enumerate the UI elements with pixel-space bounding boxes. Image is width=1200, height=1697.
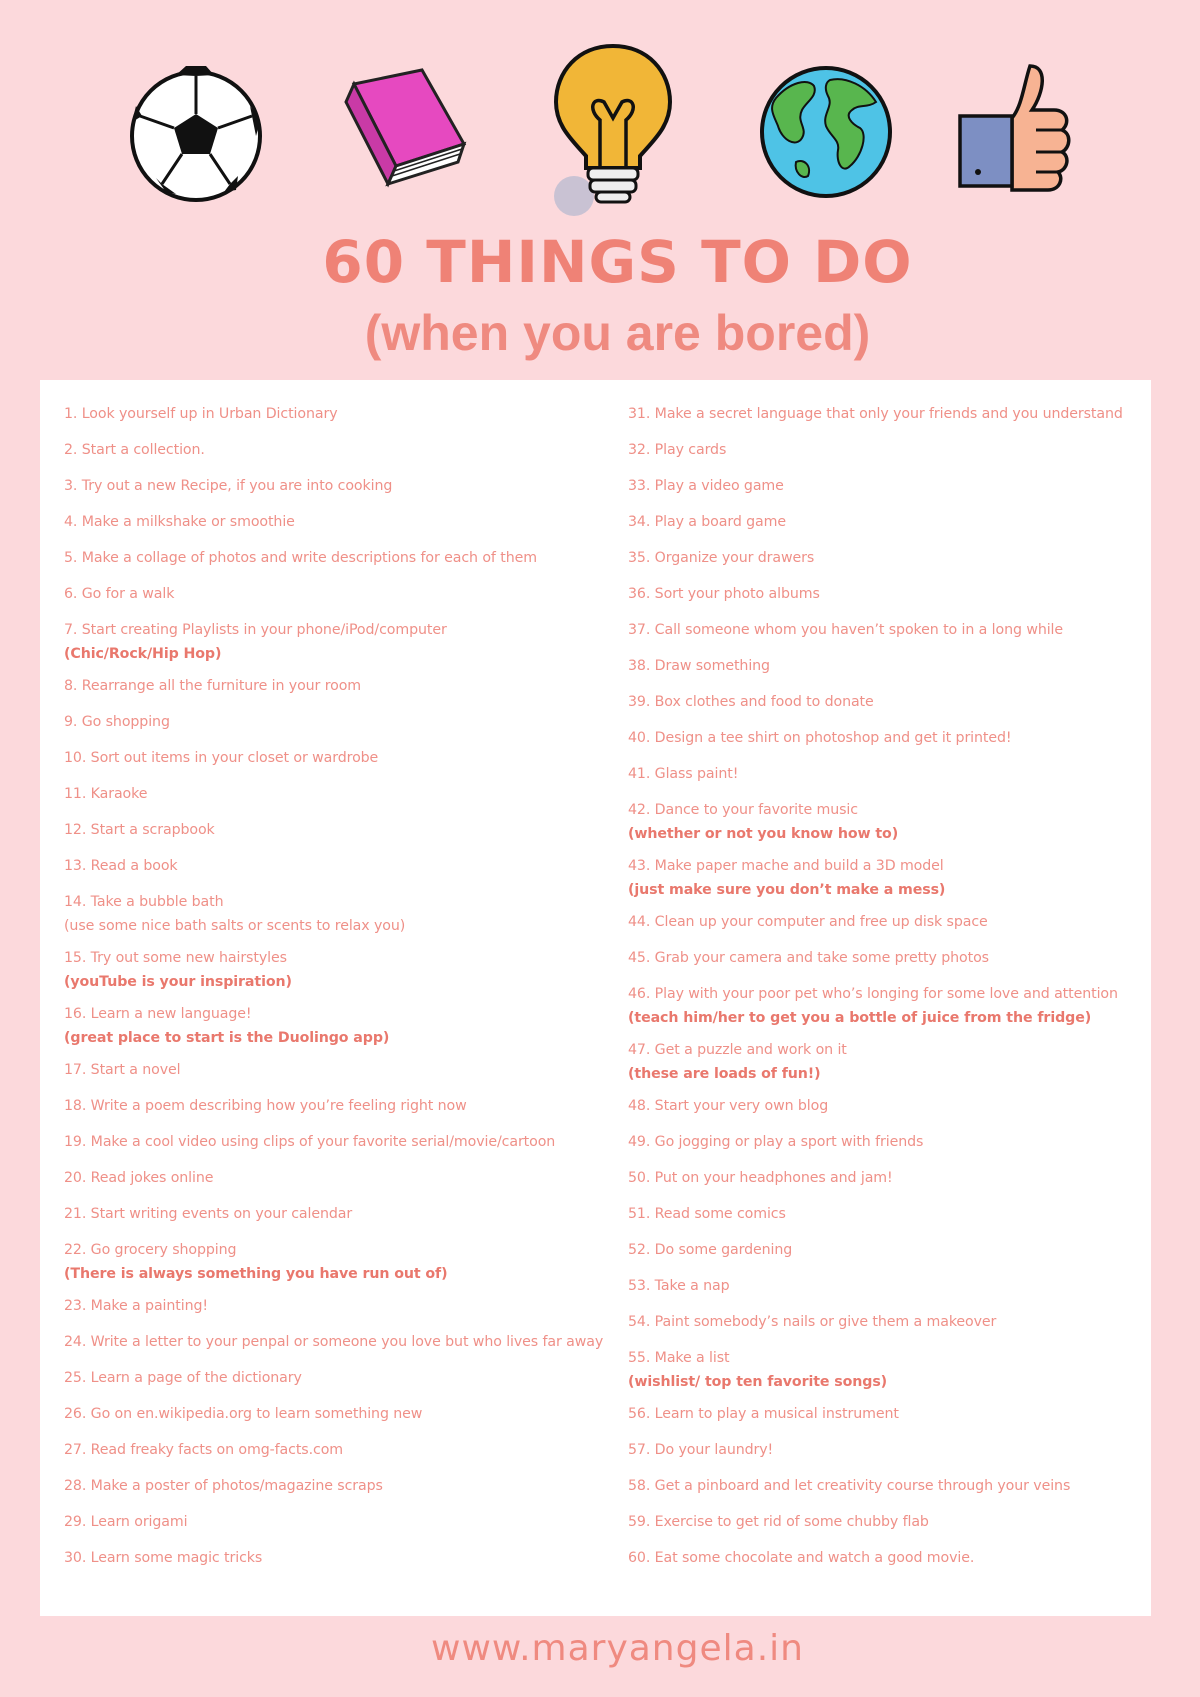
list-item-text: 8. Rearrange all the furniture in your room: [64, 678, 361, 694]
list-item-text: 11. Karaoke: [64, 786, 148, 802]
list-item: [628, 1402, 1138, 1426]
list-item-text: 22. Go grocery shopping: [64, 1242, 237, 1258]
list-item-text: 9. Go shopping: [64, 714, 170, 730]
list-item: [628, 1346, 1138, 1394]
list-item-text: 23. Make a painting!: [64, 1298, 208, 1314]
list-item-text: 49. Go jogging or play a sport with friends: [628, 1134, 924, 1150]
list-item: [64, 618, 604, 666]
list-item-text: 26. Go on en.wikipedia.org to learn something new: [64, 1406, 423, 1422]
list-item-text: 32. Play cards: [628, 442, 727, 458]
list-item: [64, 946, 604, 994]
list-item-text: 25. Learn a page of the dictionary: [64, 1370, 302, 1386]
list-item-text: 41. Glass paint!: [628, 766, 739, 782]
list-item-text: 4. Make a milkshake or smoothie: [64, 514, 295, 530]
list-item-text: 50. Put on your headphones and jam!: [628, 1170, 893, 1186]
list-item-text: 54. Paint somebody’s nails or give them a makeover: [628, 1314, 997, 1330]
list-item-text: 60. Eat some chocolate and watch a good movie.: [628, 1550, 975, 1566]
list-item-text: 18. Write a poem describing how you’re feeling right now: [64, 1098, 467, 1114]
list-item: [64, 1058, 604, 1082]
list-item: [628, 1130, 1138, 1154]
list-item: [628, 1038, 1138, 1086]
list-item: [64, 1474, 604, 1498]
list-card: [40, 380, 1151, 1616]
footer-url: www.maryangela.in: [431, 1628, 804, 1669]
list-item-text: 5. Make a collage of photos and write descriptions for each of them: [64, 550, 537, 566]
list-item-text: 6. Go for a walk: [64, 586, 175, 602]
thumbs-up-icon: [952, 62, 1092, 202]
list-item: [64, 1202, 604, 1226]
list-item: [64, 746, 604, 770]
list-item: [628, 618, 1138, 642]
list-item: [64, 782, 604, 806]
list-item-text: 30. Learn some magic tricks: [64, 1550, 263, 1566]
list-item-text: 7. Start creating Playlists in your phone/iPod/computer: [64, 622, 447, 638]
header-illustrations: [0, 0, 1200, 225]
list-item-text: 13. Read a book: [64, 858, 178, 874]
list-item-text: 44. Clean up your computer and free up disk space: [628, 914, 988, 930]
list-item-text: 59. Exercise to get rid of some chubby flab: [628, 1514, 929, 1530]
list-item-note: (There is always something you have run out of): [64, 1266, 448, 1282]
list-item: [628, 690, 1138, 714]
list-item: [628, 474, 1138, 498]
list-item-text: 19. Make a cool video using clips of your favorite serial/movie/cartoon: [64, 1134, 556, 1150]
list-item: [628, 1238, 1138, 1262]
list-item-text: 33. Play a video game: [628, 478, 784, 494]
list-item: [628, 1546, 1138, 1570]
page-subtitle: (when you are bored): [364, 305, 871, 361]
list-item: [64, 546, 604, 570]
list-item: [64, 710, 604, 734]
list-item-text: 36. Sort your photo albums: [628, 586, 820, 602]
list-item: [628, 854, 1138, 902]
list-item-text: 35. Organize your drawers: [628, 550, 815, 566]
list-item-text: 3. Try out a new Recipe, if you are into cooking: [64, 478, 393, 494]
list-item-text: 17. Start a novel: [64, 1062, 181, 1078]
list-item-note: (just make sure you don’t make a mess): [628, 882, 946, 898]
list-item-text: 47. Get a puzzle and work on it: [628, 1042, 847, 1058]
book-icon: [336, 66, 476, 196]
list-item: [64, 438, 604, 462]
list-item: [64, 1166, 604, 1190]
list-item-text: 37. Call someone whom you haven’t spoken to in a long while: [628, 622, 1064, 638]
list-item: [64, 1402, 604, 1426]
list-item: [628, 1310, 1138, 1334]
page-title: 60 THINGS TO DO: [322, 228, 913, 296]
list-item: [64, 1238, 604, 1286]
list-item: [628, 762, 1138, 786]
list-item: [628, 402, 1138, 426]
list-item: [64, 1546, 604, 1570]
list-item-text: 21. Start writing events on your calendar: [64, 1206, 353, 1222]
list-item: [64, 1438, 604, 1462]
list-item-text: 31. Make a secret language that only your friends and you understand: [628, 406, 1123, 422]
list-item: [628, 654, 1138, 678]
list-item: [64, 1002, 604, 1050]
list-item: [64, 1330, 604, 1354]
list-item: [64, 1294, 604, 1318]
list-item-note: (these are loads of fun!): [628, 1066, 821, 1082]
list-item: [628, 726, 1138, 750]
list-item: [64, 890, 604, 938]
list-item-text: 10. Sort out items in your closet or wardrobe: [64, 750, 379, 766]
list-item: [628, 546, 1138, 570]
list-item: [64, 854, 604, 878]
list-item: [64, 1510, 604, 1534]
list-item: [64, 1130, 604, 1154]
list-item-text: 46. Play with your poor pet who’s longing for some love and attention: [628, 986, 1118, 1002]
soccer-ball-icon: [126, 66, 266, 206]
list-item: [628, 946, 1138, 970]
list-item-text: 24. Write a letter to your penpal or someone you love but who lives far away: [64, 1334, 604, 1350]
list-item: [64, 510, 604, 534]
list-item: [64, 582, 604, 606]
list-item: [64, 674, 604, 698]
list-item: [64, 1366, 604, 1390]
list-item-text: 42. Dance to your favorite music: [628, 802, 858, 818]
list-item-text: 57. Do your laundry!: [628, 1442, 774, 1458]
list-item-note: (great place to start is the Duolingo app): [64, 1030, 390, 1046]
lightbulb-icon: [548, 40, 678, 220]
list-item: [628, 1202, 1138, 1226]
list-item-text: 52. Do some gardening: [628, 1242, 793, 1258]
list-item-text: 40. Design a tee shirt on photoshop and get it printed!: [628, 730, 1012, 746]
list-item: [64, 1094, 604, 1118]
list-item-text: 53. Take a nap: [628, 1278, 730, 1294]
list-item-text: 58. Get a pinboard and let creativity course through your veins: [628, 1478, 1071, 1494]
list-item-text: 45. Grab your camera and take some pretty photos: [628, 950, 989, 966]
list-item-note: (wishlist/ top ten favorite songs): [628, 1374, 888, 1390]
list-item-note: (youTube is your inspiration): [64, 974, 292, 990]
list-item: [628, 1166, 1138, 1190]
list-item-text: 28. Make a poster of photos/magazine scraps: [64, 1478, 383, 1494]
list-item: [64, 818, 604, 842]
list-item-text: 39. Box clothes and food to donate: [628, 694, 874, 710]
list-item: [628, 582, 1138, 606]
list-item: [628, 1438, 1138, 1462]
list-item-text: 16. Learn a new language!: [64, 1006, 252, 1022]
list-item: [64, 474, 604, 498]
list-item-text: 15. Try out some new hairstyles: [64, 950, 287, 966]
list-item-text: 51. Read some comics: [628, 1206, 786, 1222]
list-column-right: [628, 402, 1138, 1582]
list-item: [628, 1274, 1138, 1298]
list-item-text: 2. Start a collection.: [64, 442, 205, 458]
list-item-note: (whether or not you know how to): [628, 826, 899, 842]
list-item-text: 14. Take a bubble bath: [64, 894, 224, 910]
list-item-text: 1. Look yourself up in Urban Dictionary: [64, 406, 338, 422]
list-item: [628, 1474, 1138, 1498]
list-item: [628, 798, 1138, 846]
list-item-text: 48. Start your very own blog: [628, 1098, 829, 1114]
list-item: [628, 910, 1138, 934]
list-item: [64, 402, 604, 426]
list-item-text: 20. Read jokes online: [64, 1170, 214, 1186]
list-item-text: 56. Learn to play a musical instrument: [628, 1406, 899, 1422]
list-item: [628, 1510, 1138, 1534]
list-item-text: 55. Make a list: [628, 1350, 730, 1366]
list-item-text: 12. Start a scrapbook: [64, 822, 215, 838]
list-column-left: [64, 402, 604, 1582]
list-item-note: (use some nice bath salts or scents to relax you): [64, 918, 406, 934]
list-item: [628, 982, 1138, 1030]
list-item-text: 38. Draw something: [628, 658, 770, 674]
list-item: [628, 1094, 1138, 1118]
list-item: [628, 510, 1138, 534]
list-item-text: 27. Read freaky facts on omg-facts.com: [64, 1442, 343, 1458]
list-item-text: 34. Play a board game: [628, 514, 787, 530]
list-item: [628, 438, 1138, 462]
globe-icon: [756, 62, 896, 202]
list-item-note: (Chic/Rock/Hip Hop): [64, 646, 222, 662]
list-item-text: 43. Make paper mache and build a 3D model: [628, 858, 944, 874]
list-item-text: 29. Learn origami: [64, 1514, 188, 1530]
list-item-note: (teach him/her to get you a bottle of juice from the fridge): [628, 1010, 1092, 1026]
